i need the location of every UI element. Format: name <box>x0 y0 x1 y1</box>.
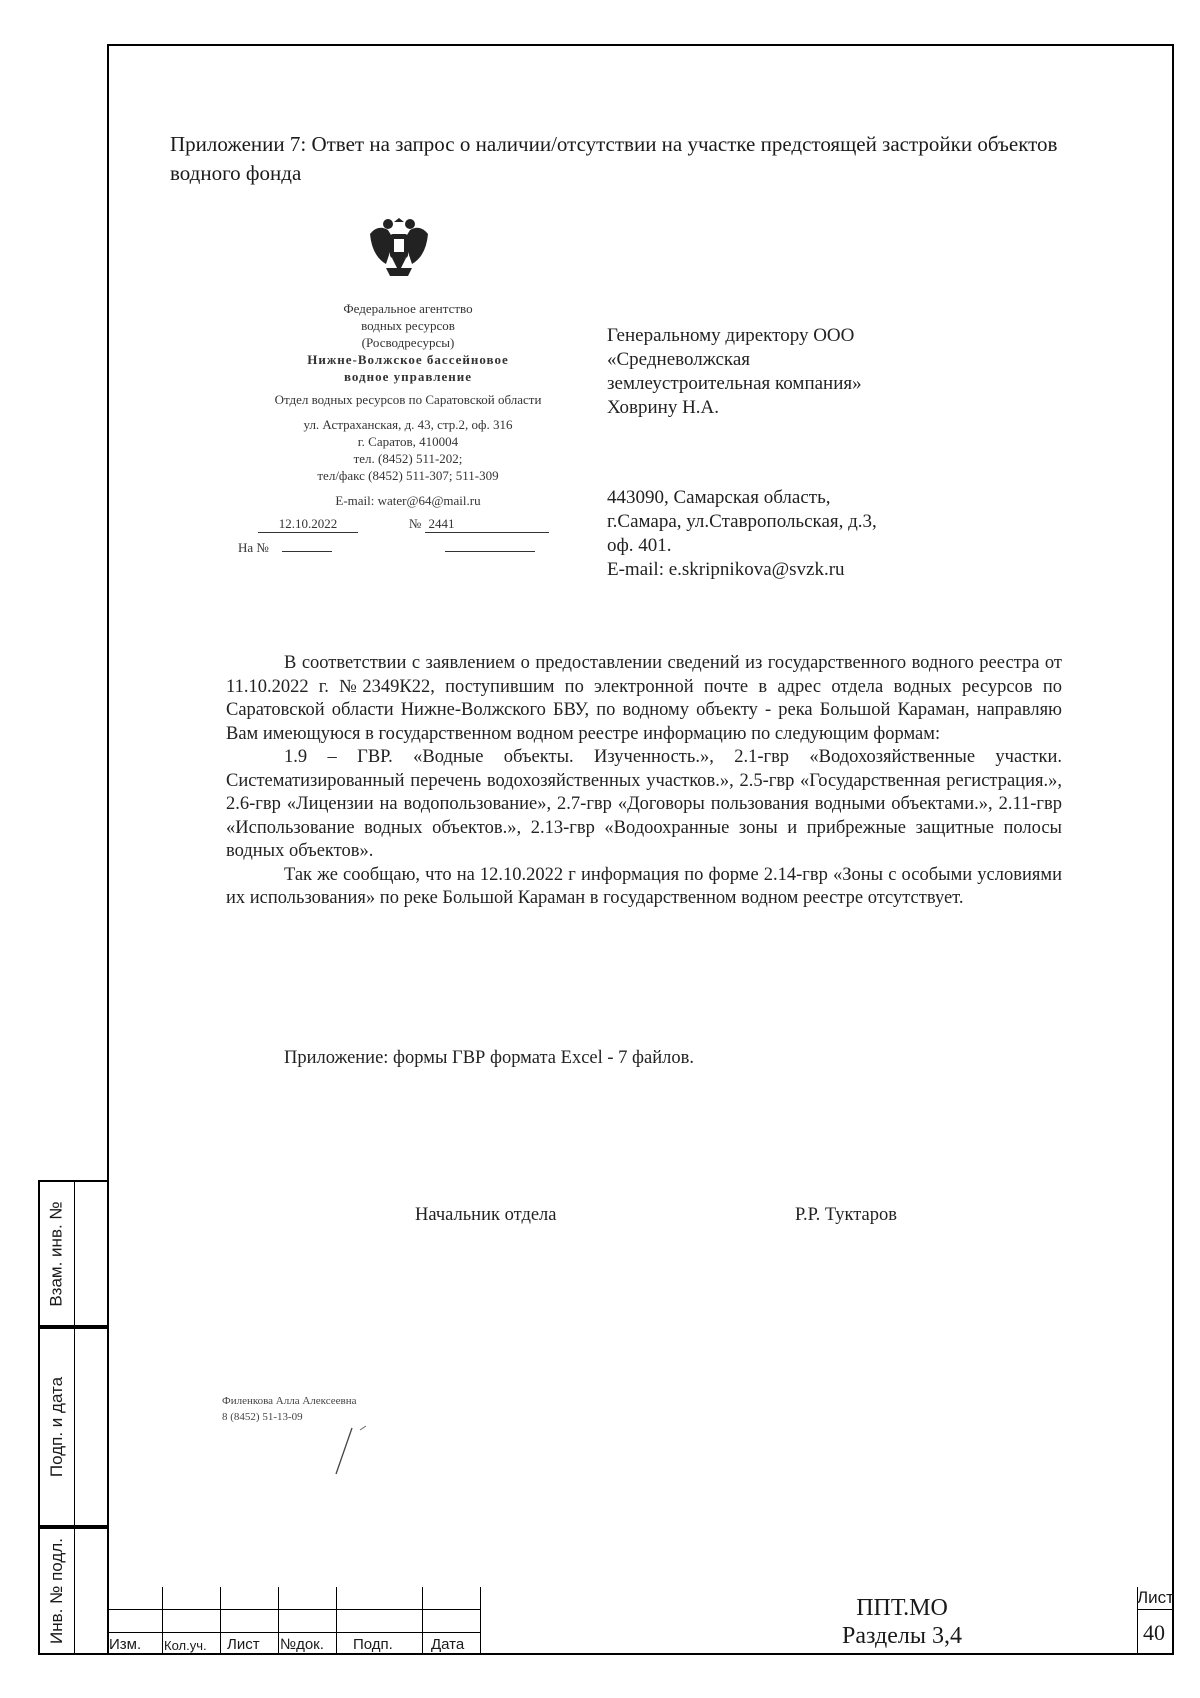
coat-of-arms-icon <box>366 212 432 282</box>
address-line: тел/факс (8452) 511-307; 511-309 <box>317 468 499 483</box>
address-line: тел. (8452) 511-202; <box>353 451 463 466</box>
letterhead <box>238 300 578 556</box>
body-paragraph: 1.9 – ГВР. «Водные объекты. Изученность.», 2.1-гвр «Водохозяйственные участки. Систематизированный перечень водохозяйственных участков.», 2.5-гвр «Государственная регистрация.», 2.6-гвр «Лицензии на водопользование», 2.7-гвр «Договоры пользования водными объектами.», 2.11-гвр «Использование водных объектов.», 2.13-гвр «Водоохранные зоны и прибрежные защитные полосы водных объектов». <box>226 747 1062 861</box>
sheet-number: 40 <box>1143 1620 1165 1645</box>
org-line: водных ресурсов <box>361 318 455 333</box>
address-line: ул. Астраханская, д. 43, стр.2, оф. 316 <box>303 417 513 432</box>
department-name: Нижне-Волжское бассейновое <box>307 352 509 367</box>
attachment-note: Приложение: формы ГВР формата Excel - 7 файлов. <box>284 1048 694 1068</box>
stamp-col-ndok: №док. <box>280 1636 324 1653</box>
department-name: водное управление <box>343 369 473 384</box>
org-line: Федеральное агентство <box>343 301 473 316</box>
addressee-line: Ховрину Н.А. <box>607 397 720 418</box>
addressee-address-line: оф. 401. <box>607 535 672 556</box>
ref-label: На № <box>238 540 269 555</box>
page-title: Приложении 7: Ответ на запрос о наличии/отсутствии на участке предстоящей застройки объектов водного фонда <box>170 132 1058 185</box>
addressee-address-line: 443090, Самарская область, <box>607 487 831 508</box>
addressee <box>607 324 987 420</box>
stamp-col-data: Дата <box>431 1636 465 1653</box>
document-section: Разделы 3,4 <box>841 1623 962 1649</box>
executor-name: Филенкова Алла Алексеевна <box>222 1395 357 1407</box>
strip-inv-podl <box>38 1527 107 1655</box>
addressee-line: землеустроительная компания» <box>607 373 862 394</box>
stamp-col-podp: Подп. <box>353 1636 393 1653</box>
title-block <box>107 1587 1174 1655</box>
stamp-col-list: Лист <box>227 1636 260 1653</box>
addressee-email: E-mail: e.skripnikova@svzk.ru <box>607 559 845 580</box>
signer-role: Начальник отдела <box>415 1205 557 1225</box>
addressee-address <box>607 486 987 582</box>
body-paragraph: В соответствии с заявлением о предоставлении сведений из государственного водного реестра от 11.10.2022 г. №2349К22, поступившим по электронной почте в адрес отдела водных ресурсов по Саратовской области Нижне-Волжского БВУ, по водному объекту - река Большой Караман, направляю Вам имеющуюся в государственном водном реестре информацию по следующим формам: <box>226 653 1062 744</box>
sheet-label: Лист <box>1137 1588 1174 1607</box>
letter-date: 12.10.2022 <box>258 515 358 533</box>
signature-mark-icon <box>330 1420 390 1480</box>
signer-name: Р.Р. Туктаров <box>795 1205 897 1225</box>
strip-label-vzam: Взам. инв. № <box>47 1200 67 1307</box>
number-label: № <box>408 516 422 531</box>
stamp-col-kol: Кол.уч. <box>164 1638 207 1653</box>
stamp-col-izm: Изм. <box>109 1636 142 1653</box>
addressee-line: «Средневолжская <box>607 349 751 370</box>
strip-label-podp: Подп. и дата <box>47 1376 67 1478</box>
strip-podp-data <box>38 1327 107 1527</box>
strip-label-inv: Инв. № подл. <box>47 1538 66 1644</box>
addressee-address-line: г.Самара, ул.Ставропольская, д.3, <box>607 511 877 532</box>
letter-body <box>226 652 1062 911</box>
document-code: ППТ.МО <box>856 1595 948 1621</box>
letter-number: 2441 <box>425 515 549 533</box>
executor-phone: 8 (8452) 51-13-09 <box>222 1411 303 1423</box>
subdivision: Отдел водных ресурсов по Саратовской области <box>274 392 542 407</box>
body-paragraph: Так же сообщаю, что на 12.10.2022 г информация по форме 2.14-гвр «Зоны с особыми условиями их использования» по реке Большой Караман в государственном водном реестре отсутствует. <box>226 864 1062 908</box>
strip-vzam-inv <box>38 1180 107 1327</box>
addressee-line: Генеральному директору ООО <box>607 325 855 346</box>
address-line: г. Саратов, 410004 <box>357 434 459 449</box>
letterhead-email: E-mail: water@64@mail.ru <box>335 493 481 508</box>
org-line: (Росводресурсы) <box>361 335 455 350</box>
